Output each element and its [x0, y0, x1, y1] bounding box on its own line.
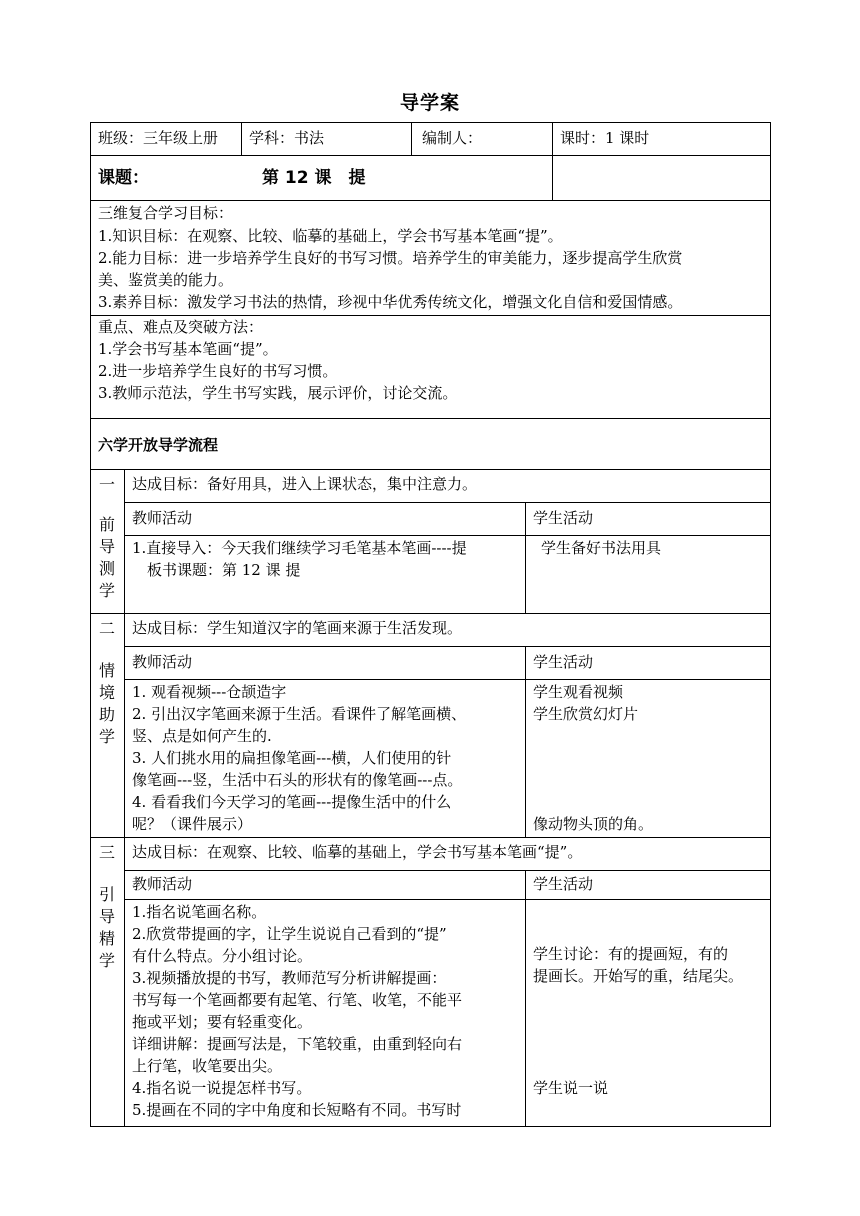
info-col-divider	[241, 122, 242, 156]
section3-col-divider	[525, 870, 526, 1127]
section2-teacher-line: 竖、点是如何产生的.	[132, 727, 272, 745]
section2-goal: 达成目标：学生知道汉字的笔画来源于生活发现。	[132, 619, 463, 637]
keypoints-heading: 重点、难点及突破方法：	[98, 318, 264, 336]
process-title: 六学开放导学流程	[98, 436, 219, 454]
info-row-divider	[90, 155, 771, 156]
section2-student-line: 学生欣赏幻灯片	[533, 705, 639, 723]
section1-student-header: 学生活动	[533, 509, 594, 527]
info-col-divider	[552, 122, 553, 201]
section2-vertical-title	[95, 660, 119, 748]
section2-char: 境	[98, 683, 115, 702]
section2-student-header: 学生活动	[533, 653, 594, 671]
subject-label: 学科：书法	[249, 129, 325, 147]
section1-number: 一	[98, 475, 115, 494]
section3-char: 精	[98, 929, 115, 948]
section3-teacher-line: 5.提画在不同的字中角度和长短略有不同。书写时	[132, 1101, 462, 1119]
section1-col-divider	[525, 502, 526, 614]
section1-char: 学	[98, 581, 115, 600]
goal-knowledge: 1.知识目标：在观察、比较、临摹的基础上，学会书写基本笔画“提”。	[98, 227, 563, 245]
section1-divider	[124, 535, 771, 536]
hours-label: 课时：1 课时	[560, 129, 650, 147]
section1-divider	[124, 502, 771, 503]
section2-teacher-line: 3. 人们挑水用的扁担像笔画---横，人们使用的针	[132, 749, 452, 767]
section2-teacher-line: 4. 看看我们今天学习的笔画---提像生活中的什么	[132, 793, 452, 811]
section2-number: 二	[98, 619, 115, 638]
section3-teacher-line: 2.欣赏带提画的字，让学生说说自己看到的“提”	[132, 925, 447, 943]
goals-heading: 三维复合学习目标：	[98, 204, 234, 222]
section1-student-line: 学生备好书法用具	[541, 539, 662, 557]
info-col-divider	[411, 122, 412, 156]
section1-teacher-header: 教师活动	[132, 509, 193, 527]
section2-char: 情	[98, 661, 115, 680]
section3-student-line: 学生讨论：有的提画短，有的	[533, 945, 729, 963]
keypoint-1: 1.学会书写基本笔画“提”。	[98, 340, 278, 358]
keypoint-2: 2.进一步培养学生良好的书写习惯。	[98, 362, 338, 380]
section1-goal: 达成目标：备好用具，进入上课状态，集中注意力。	[132, 475, 478, 493]
section2-student-line: 学生观看视频	[533, 683, 624, 701]
section3-teacher-line: 详细讲解：提画写法是，下笔较重，由重到轻向右	[132, 1035, 463, 1053]
section3-teacher-line: 1.指名说笔画名称。	[132, 903, 267, 921]
section1-side-divider	[124, 469, 125, 614]
section2-char: 学	[98, 727, 115, 746]
goal-ability-line2: 美、鉴赏美的能力。	[98, 271, 234, 289]
section2-divider	[124, 679, 771, 680]
section3-goal: 达成目标：在观察、比较、临摹的基础上，学会书写基本笔画“提”。	[132, 843, 583, 861]
section2-teacher-line: 2. 引出汉字笔画来源于生活。看课件了解笔画横、	[132, 705, 467, 723]
section2-teacher-line: 呢？（课件展示）	[132, 815, 253, 833]
section3-number: 三	[98, 843, 115, 862]
section3-teacher-line: 书写每一个笔画都要有起笔、行笔、收笔，不能平	[132, 991, 463, 1009]
section3-side-divider	[124, 837, 125, 1127]
section3-teacher-line: 拖或平划；要有轻重变化。	[132, 1013, 313, 1031]
section1-teacher-line: 1.直接导入：今天我们继续学习毛笔基本笔画----提	[132, 539, 467, 557]
section3-teacher-line: 3.视频播放提的书写，教师范写分析讲解提画：	[132, 969, 447, 987]
section1-char: 测	[98, 559, 115, 578]
topic-value: 第 12 课 提	[262, 168, 366, 188]
section2-teacher-line: 1. 观看视频---仓颉造字	[132, 683, 287, 701]
section1-char: 前	[98, 515, 115, 534]
section1-teacher-line: 板书课题：第 12 课 提	[147, 561, 301, 579]
section2-teacher-line: 像笔画---竖，生活中石头的形状有的像笔画---点。	[132, 771, 463, 789]
document-title: 导学案	[399, 92, 460, 114]
topic-label: 课题：	[98, 168, 149, 188]
section1-char: 导	[98, 537, 115, 556]
author-label: 编制人：	[422, 129, 483, 147]
section3-student-header: 学生活动	[533, 875, 594, 893]
goal-literacy: 3.素养目标：激发学习书法的热情，珍视中华优秀传统文化，增强文化自信和爱国情感。	[98, 293, 683, 311]
section3-char: 引	[98, 885, 115, 904]
keypoint-3: 3.教师示范法，学生书写实践，展示评价，讨论交流。	[98, 384, 458, 402]
section3-teacher-line: 4.指名说一说提怎样书写。	[132, 1079, 312, 1097]
section3-teacher-line: 有什么特点。分小组讨论。	[132, 947, 313, 965]
goal-ability-line1: 2.能力目标：进一步培养学生良好的书写习惯。培养学生的审美能力，逐步提高学生欣赏	[98, 249, 683, 267]
section2-divider	[124, 646, 771, 647]
section3-teacher-line: 上行笔，收笔要出尖。	[132, 1057, 283, 1075]
section3-student-line: 学生说一说	[533, 1079, 609, 1097]
section3-divider	[124, 899, 771, 900]
section2-col-divider	[525, 646, 526, 838]
class-label: 班级：三年级上册	[98, 129, 219, 147]
section1-vertical-title	[95, 514, 119, 602]
section2-char: 助	[98, 705, 115, 724]
section3-vertical-title	[95, 884, 119, 972]
section3-divider	[124, 870, 771, 871]
section3-char: 导	[98, 907, 115, 926]
section3-char: 学	[98, 951, 115, 970]
section2-student-line: 像动物头顶的角。	[533, 815, 654, 833]
section2-teacher-header: 教师活动	[132, 653, 193, 671]
section3-student-line: 提画长。开始写的重，结尾尖。	[533, 967, 744, 985]
section3-teacher-header: 教师活动	[132, 875, 193, 893]
